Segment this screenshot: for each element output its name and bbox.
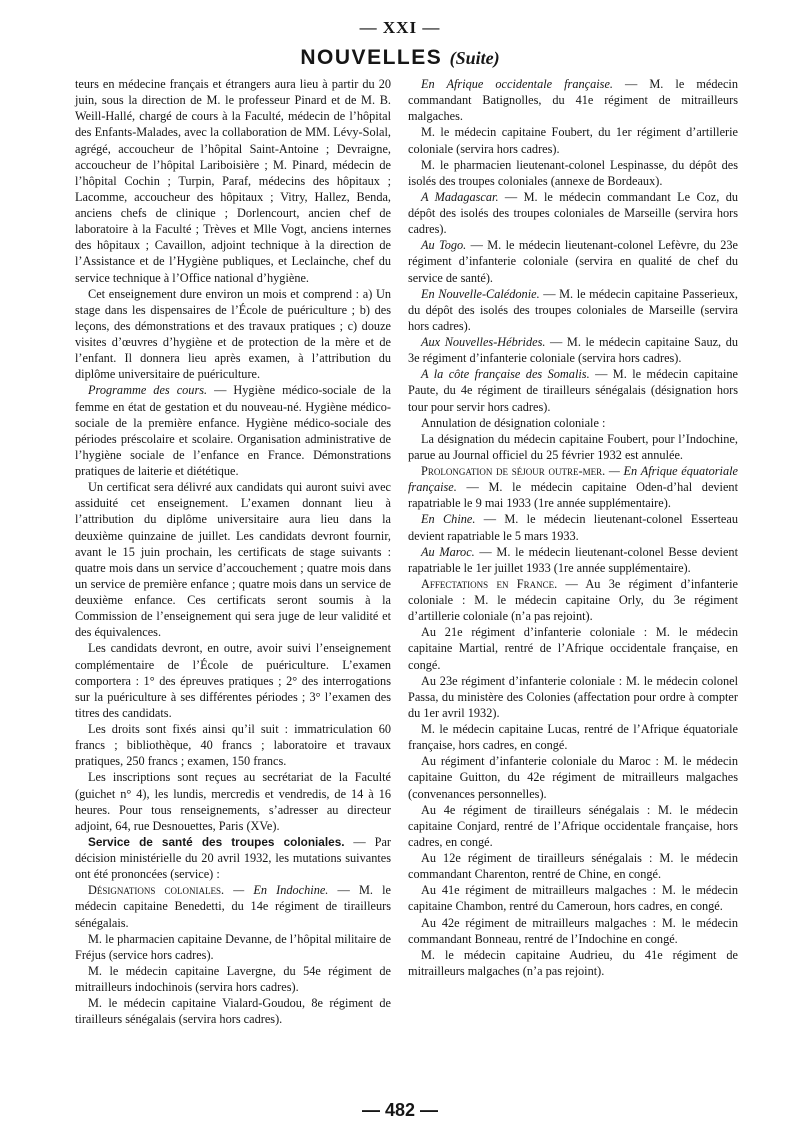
paragraph-lead: Au Togo. [421, 238, 467, 253]
paragraph: Cet enseignement dure environ un mois et comprend : a) Un stage dans les dispensaires de l’École de puériculture ; b) des leçons, des démonstrations et des travaux pratiques ; c) douze visites d’œuvres d’hygiène et de protection de la mère et de l’enfant. Il donnera lieu après examen, à l’attribution du diplôme universitaire de puériculture. [75, 286, 391, 382]
paragraph-text: — M. le médecin commandant Batignolles, du 41e régiment de mitrailleurs malgaches. [408, 77, 738, 124]
paragraph-text: — Hygiène médico-sociale de la femme en état de gestation et du nouveau-né. Hygiène médico-sociale de la première enfance. Hygiène médico-sociale des périodes préscolaire et scolaire. Organisation administrative de l’hygiène sociale de l’enfance en France. Démonstrations pratiques de laiterie et diététique. [75, 383, 391, 478]
section-title [0, 46, 800, 70]
paragraph [408, 334, 738, 366]
paragraph-lead: A la côte française des Somalis. [421, 367, 590, 382]
paragraph [408, 286, 738, 334]
paragraph-lead: Service de santé des troupes coloniales. [88, 834, 345, 849]
paragraph: Au 12e régiment de tirailleurs sénégalais : M. le médecin commandant Charenton, rentré de Chine, en congé. [408, 851, 738, 882]
paragraph [408, 576, 738, 624]
paragraph: M. le médecin capitaine Vialard-Goudou, 8e régiment de tirailleurs sénégalais (servira hors cadres). [75, 996, 391, 1027]
paragraph [408, 366, 738, 414]
paragraph [408, 237, 738, 285]
paragraph: Au 4e régiment de tirailleurs sénégalais : M. le médecin capitaine Conjard, rentré de l’Afrique occidentale française, hors cadres, en congé. [408, 802, 738, 849]
paragraph [75, 382, 391, 479]
paragraph-text: — M. le médecin capitaine Oden-d’hal devient rapatriable le 9 mai 1933 (1re année supplémentaire). [408, 480, 738, 511]
paragraph-lead: Au Maroc. [421, 544, 475, 559]
paragraph: M. le médecin capitaine Audrieu, du 41e régiment de mitrailleurs malgaches (n’a pas rejoint). [408, 947, 738, 978]
paragraph: Au 21e régiment d’infanterie coloniale : M. le médecin capitaine Martial, rentré de l’Afrique occidentale française, en congé. [408, 625, 738, 672]
paragraph: Les inscriptions sont reçues au secrétariat de la Faculté (guichet n° 4), les lundis, mercredis et vendredis, de 14 à 16 heures. Pour tous renseignements, s’adresser au directeur adjoint, 64, rue Desnouettes, Paris (XVe). [75, 770, 391, 833]
paragraph [408, 463, 738, 511]
page-roman-numeral: — XXI — [359, 18, 441, 37]
paragraph-sublead: — En Indochine. [224, 883, 329, 898]
paragraph: Un certificat sera délivré aux candidats qui auront suivi avec assiduité cet enseignement. L’examen donnant lieu à l’attribution du diplôme universitaire aura lieu dans la deuxième quinzaine de juillet. Les candidats devront fournir, avant le 15 juin prochain, les certificats de stage suivants : quatre mois dans un service d’accouchement ; quatre mois dans un service de première enfance ; quatre mois dans un service de deuxième enfance. Ces certificats seront soumis à la Commission de l’enseignement qui sera juge de leur validité et des équivalences. [75, 480, 391, 640]
paragraph: M. le médecin capitaine Lavergne, du 54e régiment de mitrailleurs indochinois (servira hors cadres). [75, 963, 391, 994]
paragraph-sublead: — En Afrique équatoriale française. [408, 464, 738, 495]
paragraph: teurs en médecine français et étrangers aura lieu à partir du 20 juin, sous la direction de M. le professeur Pinard et de M. B. Weill-Hallé, chargé de cours à la Faculté, médecin de l’hôpital des Enfants-Malades, avec la collaboration de MM. Lévy-Solal, agrégé, accoucheur de l’hôpital Saint-Antoine ; Devraigne, accoucheur de l’hôpital Lariboisière ; M. Pinard, médecin de l’hôpital Cochin ; Turpin, Paraf, médecins des hôpitaux ; Lacomme, accoucheur des hôpitaux ; Vitry, Hallez, Benda, anciens chefs de clinique ; Dorlencourt, ancien chef de laboratoire à la Faculté ; Trèves et Mlle Vogt, anciens internes des hôpitaux ; Cavaillon, adjoint technique à la direction de l’Assistance et de l’Hygiène publiques, et Leclainche, chef du service technique à l’Office national d’hygiène. [75, 77, 391, 285]
paragraph-lead: Désignations coloniales. [88, 883, 225, 898]
paragraph [408, 189, 738, 237]
paragraph-text: — M. le médecin capitaine Benedetti, du 14e régiment de tirailleurs sénégalais. [75, 883, 392, 930]
right-column [408, 76, 738, 979]
paragraph: M. le pharmacien capitaine Devanne, de l’hôpital militaire de Fréjus (service hors cadres). [75, 931, 391, 962]
paragraph-text: — M. le médecin capitaine Passerieux, du dépôt des isolés des troupes coloniales de Marseille (servira hors cadres). [408, 286, 738, 333]
paragraph-text: — M. le médecin commandant Le Coz, du dépôt des isolés des troupes coloniales de Marseille (servira hors cadres). [408, 189, 738, 237]
paragraph: Au 42e régiment de mitrailleurs malgaches : M. le médecin commandant Bonneau, rentré de l’Indochine en congé. [408, 915, 738, 946]
paragraph: Les droits sont fixés ainsi qu’il suit : immatriculation 60 francs ; bibliothèque, 40 francs ; laboratoire et travaux pratiques, 250 francs ; examen, 150 francs. [75, 722, 391, 769]
paragraph-lead: En Chine. [421, 512, 476, 527]
paragraph-text: — M. le médecin lieutenant-colonel Esserteau devient rapatriable le 5 mars 1933. [408, 512, 738, 543]
paragraph-lead: En Afrique occidentale française. [421, 77, 613, 91]
paragraph: M. le médecin capitaine Foubert, du 1er régiment d’artillerie coloniale (servira hors cadres). [408, 125, 738, 156]
paragraph: Au 41e régiment de mitrailleurs malgaches : M. le médecin capitaine Chambon, rentré du Cameroun, hors cadres, en congé. [408, 883, 738, 914]
paragraph [75, 834, 391, 882]
section-title-text: NOUVELLES [300, 46, 443, 69]
paragraph [408, 511, 738, 543]
paragraph: Au régiment d’infanterie coloniale du Maroc : M. le médecin capitaine Guitton, du 42e régiment de mitrailleurs malgaches (convenances personnelles). [408, 754, 738, 801]
paragraph-text: — M. le médecin capitaine Sauz, du 3e régiment d’infanterie coloniale (servira hors cadres). [408, 335, 738, 366]
paragraph: La désignation du médecin capitaine Foubert, pour l’Indochine, parue au Journal officiel du 25 février 1932 est annulée. [408, 431, 738, 462]
paragraph-text: — Par décision ministérielle du 20 avril 1932, les mutations suivantes ont été prononcées (service) : [75, 834, 391, 882]
paragraph-lead: Affectations en France. [421, 576, 558, 591]
paragraph-lead: Aux Nouvelles-Hébrides. [421, 335, 546, 349]
page-number: — 482 — [361, 1100, 439, 1120]
paragraph [408, 76, 738, 124]
paragraph-text: — Au 3e régiment d’infanterie coloniale : M. le médecin capitaine Orly, du 3e régiment d’artillerie coloniale (n’a pas rejoint). [408, 576, 738, 624]
paragraph: Au 23e régiment d’infanterie coloniale : M. le médecin colonel Passa, du ministère des Colonies (affectation pour ordre à compter du 1er avril 1932). [408, 673, 738, 720]
paragraph: M. le médecin capitaine Lucas, rentré de l’Afrique équatoriale française, hors cadres, en congé. [408, 722, 738, 753]
left-column [75, 76, 391, 1027]
paragraph [408, 544, 738, 576]
paragraph-text: — M. le médecin capitaine Paute, du 4e régiment de tirailleurs sénégalais (désignation hors tour pour servir hors cadres). [408, 367, 738, 414]
paragraph [75, 882, 391, 930]
paragraph-lead: Prolongation de séjour outre-mer. [421, 464, 606, 478]
paragraph-lead: En Nouvelle-Calédonie. [421, 286, 540, 301]
paragraph: Annulation de désignation coloniale : [421, 415, 606, 430]
paragraph: M. le pharmacien lieutenant-colonel Lespinasse, du dépôt des isolés des troupes coloniales (annexe de Bordeaux). [408, 157, 738, 188]
paragraph-lead: Programme des cours. [88, 383, 208, 398]
paragraph-text: — M. le médecin lieutenant-colonel Lefèvre, du 23e régiment d’infanterie coloniale (servira en qualité de chef du service de santé). [408, 238, 738, 285]
paragraph: Les candidats devront, en outre, avoir suivi l’enseignement complémentaire de l’École de puériculture. L’examen comportera : 1° des épreuves pratiques ; 2° des interrogations sur la puériculture à ses différentes périodes ; 3° l’examen des titres des candidats. [75, 641, 391, 720]
paragraph-text: — M. le médecin lieutenant-colonel Besse devient rapatriable le 1er juillet 1933 (1re année supplémentaire). [408, 544, 738, 575]
section-title-suffix: (Suite) [449, 48, 500, 68]
paragraph-lead: A Madagascar. [421, 189, 499, 204]
